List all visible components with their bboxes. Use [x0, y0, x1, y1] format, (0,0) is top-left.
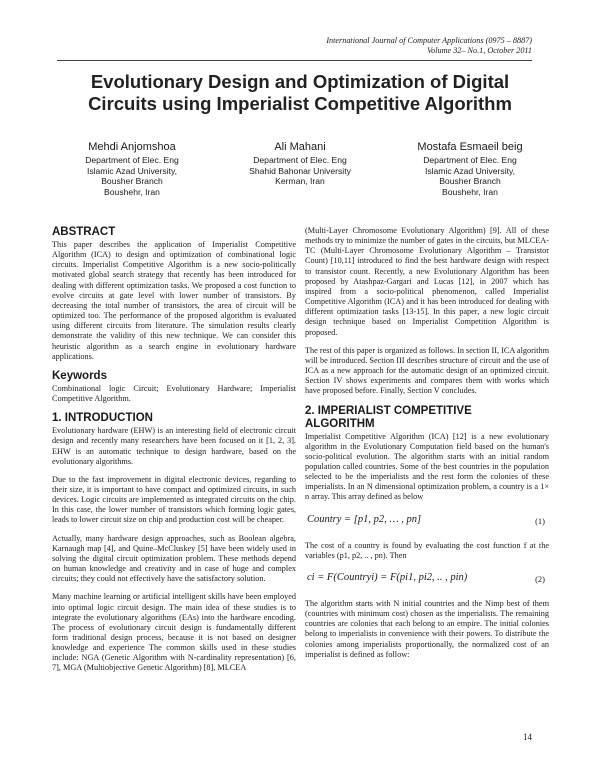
author-1 [37, 140, 227, 197]
page-number: 14 [523, 732, 532, 742]
author-affiliation-line: Kerman, Iran [275, 176, 325, 187]
author-affiliation-line: Islamic Azad University, [424, 165, 516, 176]
title-line-2: Circuits using Imperialist Competitive Algorithm [88, 93, 512, 114]
equation-1-number: (1) [535, 515, 545, 526]
author-2 [205, 140, 395, 187]
header-rule [57, 60, 532, 61]
journal-name: International Journal of Computer Applications (0975 – 8887) [326, 36, 532, 45]
intro-paragraph: Actually, many hardware design approaches, such as Boolean algebra, Karnaugh map [4], and Quine–McCluskey [5] have been widely used in solving the digital circuit optimization problem. These methods depend on human knowledge and creativity and in case of huge and complex circuits; they could not effectively have the satisfactory solution. [52, 533, 296, 584]
keywords-heading: Keywords [52, 369, 107, 382]
author-affiliation-line: Bousher Branch [439, 176, 501, 187]
equation-2 [305, 569, 549, 593]
author-name: Ali Mahani [274, 141, 326, 153]
paper-title [40, 71, 560, 115]
author-affiliation-line: Department of Elec. Eng [423, 155, 517, 165]
author-block [40, 140, 560, 200]
equation-2-formula: ci = F(Countryi) = F(pi1, pi2, .. , pin) [307, 571, 468, 583]
body-paragraph: (Multi-Layer Chromosome Evolutionary Algorithm) [9]. All of these methods try to minimize the number of gates in the circuits, but MLCEA-TC (Multi-Layer Chromosome Evolutionary Algorithm – Transistor Count) [10,11] introduced to find the best hardware design with respect to transistor count. Recently, a new Evolutionary Algorithm has been proposed by Atashpaz-Gargari and Lucas [12], in 2007 which has inspired from a socio-political phenomenon, called Imperialist Competitive Algorithm (ICA) and it has been introduced for dealing with different optimization tasks [13-15]. In this paper, a new logic circuit design technique based on Imperialist Competition Algorithm is proposed. [305, 226, 549, 337]
journal-volume: Volume 32– No.1, October 2011 [427, 46, 532, 55]
author-affiliation-line: Department of Elec. Eng [85, 155, 179, 165]
body-paragraph: The cost of a country is found by evaluating the cost function f at the variables (p1, p2, .. , pn). Then [305, 540, 549, 560]
author-affiliation-line: Department of Elec. Eng [253, 155, 347, 165]
author-name: Mehdi Anjomshoa [88, 141, 176, 153]
author-3 [375, 140, 565, 197]
abstract-heading: ABSTRACT [52, 226, 116, 238]
abstract-text: This paper describes the application of Imperialist Competitive Algorithm (ICA) to design and optimization of combinational logic circuits. Imperialist Competitive Algorithm is a new socio-politically motivated global search strategy that recently has been introduced for dealing with different optimization tasks. We proposed a cost function to evolve circuits at gate level with lower number of transistors. By decreasing the total number of transistors, the area of circuit will be optimized too. The performance of the proposed algorithm is evaluated using different circuits from literature. The simulation results clearly demonstrate the validity of this new technique. We can consider this heuristic algorithm as a search engine in evolutionary hardware applications. [52, 240, 296, 361]
body-paragraph: The algorithm starts with N initial countries and the Nimp best of them (countries with minimum cost) chosen as the imperialists. The remaining countries are colonies that each belong to an empire. The initial colonies belong to imperialists in convenience with their powers. To distribute the colonies among imperialists proportionally, the normalized cost of an imperialist is defined as follow: [305, 598, 549, 659]
author-affiliation-line: Boushehr, Iran [442, 186, 498, 197]
author-affiliation-line: Boushehr, Iran [104, 186, 160, 197]
author-affiliation-line: Bousher Branch [101, 176, 163, 187]
author-name: Mostafa Esmaeil beig [417, 141, 523, 153]
left-column [52, 226, 296, 682]
equation-1-formula: Country = [p1, p2, … , pn] [307, 513, 422, 525]
introduction-heading: 1. INTRODUCTION [52, 412, 153, 425]
intro-paragraph: Many machine learning or artificial intelligent skills have been employed into optimal logic circuit design. The main idea of these studies is to integrate the evolutionary algorithms (EAs) into the hardware encoding. The process of evolutionary circuit design is fundamentally different form traditional design process, because it is not based on designer knowledge and experience The common skills used in these studies include: NGA (Genetic Algorithm with N-cardinality representation) [6, 7], MGA (Multiobjective Genetic Algorithm) [8], MLCEA [52, 592, 296, 673]
right-column [305, 226, 549, 668]
author-affiliation-line: Islamic Azad University, [86, 165, 178, 176]
section-2-heading-line: ALGORITHM [305, 417, 375, 430]
section-2-heading-line: 2. IMPERIALIST COMPETITIVE [305, 404, 472, 417]
equation-2-number: (2) [535, 573, 545, 584]
title-line-1: Evolutionary Design and Optimization of Digital [90, 71, 510, 92]
body-paragraph: The rest of this paper is organized as follows. In section II, ICA algorithm will be introduced. Section III describes structure of circuit and the use of ICA as a new approach for the automatic design of an optimized circuit. Section IV shows experiments and compares them with works which have proposed before. Finally, Section V concludes. [305, 345, 549, 396]
equation-1 [305, 511, 549, 535]
body-paragraph: Imperialist Competitive Algorithm (ICA) [12] is a new evolutionary algorithm in the Evolutionary Computation field based on the human's socio-political evolution. The algorithm starts with an initial random population called countries. Some of the best countries in the population selected to be the imperialists and the rest form the colonies of these imperialists. In an N dimensional optimization problem, a country is a 1× n array. This array defined as below [305, 431, 549, 502]
intro-paragraph: Due to the fast improvement in digital electronic devices, regarding to their size, it is important to have compact and optimized circuits, in such devices. Logic circuits are implemented as integrated circuits on the chip. In this case, the lower number of transistors which forming logic gates, leads to lower circuit size on chip and production cost will be cheaper. [52, 474, 296, 525]
intro-paragraph: Evolutionary hardware (EHW) is an interesting field of electronic circuit design and recently many researchers have been focused on it [1, 2, 3]. EHW is an automatic technique to design hardware, based on the evolutionary algorithms. [52, 426, 296, 466]
journal-header [326, 36, 532, 56]
section-2-heading [305, 405, 549, 431]
author-affiliation-line: Shahid Bahonar University [249, 165, 351, 176]
keywords-text: Combinational logic Circuit; Evolutionary Hardware; Imperialist Competitive Algorithm. [52, 383, 296, 404]
